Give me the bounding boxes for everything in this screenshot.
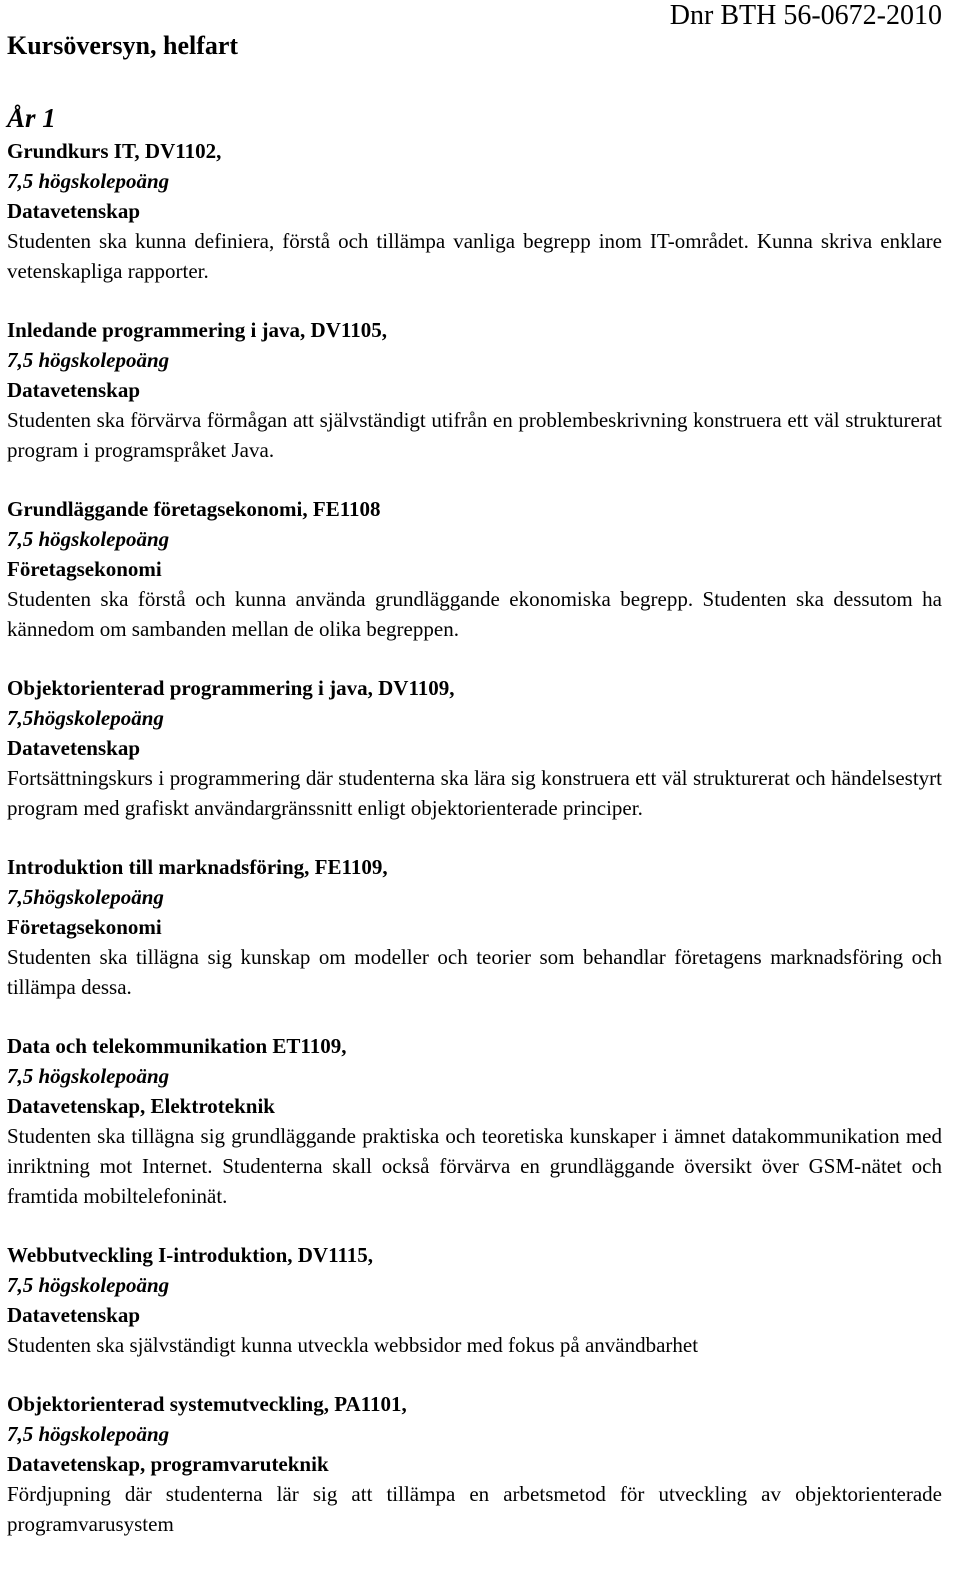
course-entry (7, 852, 942, 1002)
course-title: Introduktion till marknadsföring, FE1109, (7, 855, 388, 879)
course-subject: Datavetenskap, Elektroteknik (7, 1094, 275, 1118)
course-credits: 7,5 högskolepoäng (7, 1422, 170, 1446)
course-title: Data och telekommunikation ET1109, (7, 1034, 347, 1058)
course-description: Studenten ska tillägna sig grundläggande praktiska och teoretiska kunskaper i ämnet datakommunikation med inriktning mot Internet. Studenterna skall också förvärva en grundläggande översikt över GSM-nätet och framtida mobiltelefoninät. (7, 1124, 942, 1208)
course-subject: Datavetenskap (7, 199, 141, 223)
course-title: Grundläggande företagsekonomi, FE1108 (7, 497, 381, 521)
course-subject: Datavetenskap (7, 1303, 141, 1327)
course-credits: 7,5 högskolepoäng (7, 527, 170, 551)
course-description: Fortsättningskurs i programmering där studenterna ska lära sig konstruera ett väl strukturerat och händelsestyrt program med grafiskt användargränssnitt enligt objektorienterade principer. (7, 766, 942, 820)
course-description: Studenten ska tillägna sig kunskap om modeller och teorier som behandlar företagens marknadsföring och tillämpa dessa. (7, 945, 942, 999)
course-title: Objektorienterad systemutveckling, PA1101, (7, 1392, 407, 1416)
document-title: Kursöversyn, helfart (7, 31, 239, 60)
year-heading: År 1 (7, 103, 56, 133)
course-subject: Datavetenskap (7, 736, 141, 760)
document-reference-number: Dnr BTH 56-0672-2010 (669, 0, 942, 31)
course-description: Studenten ska förstå och kunna använda grundläggande ekonomiska begrepp. Studenten ska dessutom ha kännedom om sambanden mellan de olika begreppen. (7, 587, 942, 641)
course-entry (7, 673, 942, 823)
course-credits: 7,5högskolepoäng (7, 706, 164, 730)
course-entry (7, 1031, 942, 1211)
course-description: Studenten ska förvärva förmågan att självständigt utifrån en problembeskrivning konstruera ett väl strukturerat program i programspråket Java. (7, 408, 942, 462)
course-entry (7, 1389, 942, 1539)
course-title: Objektorienterad programmering i java, DV1109, (7, 676, 455, 700)
course-title: Grundkurs IT, DV1102, (7, 139, 222, 163)
course-description: Studenten ska kunna definiera, förstå och tillämpa vanliga begrepp inom IT-området. Kunna skriva enklare vetenskapliga rapporter. (7, 229, 942, 283)
course-subject: Företagsekonomi (7, 557, 162, 581)
course-credits: 7,5 högskolepoäng (7, 348, 170, 372)
course-credits: 7,5 högskolepoäng (7, 1064, 170, 1088)
course-entry (7, 315, 942, 465)
course-title: Inledande programmering i java, DV1105, (7, 318, 387, 342)
course-description: Fördjupning där studenterna lär sig att tillämpa en arbetsmetod för utveckling av objektorienterade programvarusystem (7, 1482, 942, 1536)
course-entry (7, 1240, 942, 1360)
course-title: Webbutveckling I-introduktion, DV1115, (7, 1243, 374, 1267)
course-credits: 7,5 högskolepoäng (7, 169, 170, 193)
course-subject: Datavetenskap, programvaruteknik (7, 1452, 329, 1476)
course-subject: Datavetenskap (7, 378, 141, 402)
document-header (7, 0, 942, 62)
course-entry (7, 136, 942, 286)
course-subject: Företagsekonomi (7, 915, 162, 939)
course-list (7, 136, 942, 1539)
course-credits: 7,5högskolepoäng (7, 885, 164, 909)
course-credits: 7,5 högskolepoäng (7, 1273, 170, 1297)
course-entry (7, 494, 942, 644)
course-description: Studenten ska självständigt kunna utveckla webbsidor med fokus på användbarhet (7, 1333, 699, 1357)
document-page (7, 0, 942, 1539)
